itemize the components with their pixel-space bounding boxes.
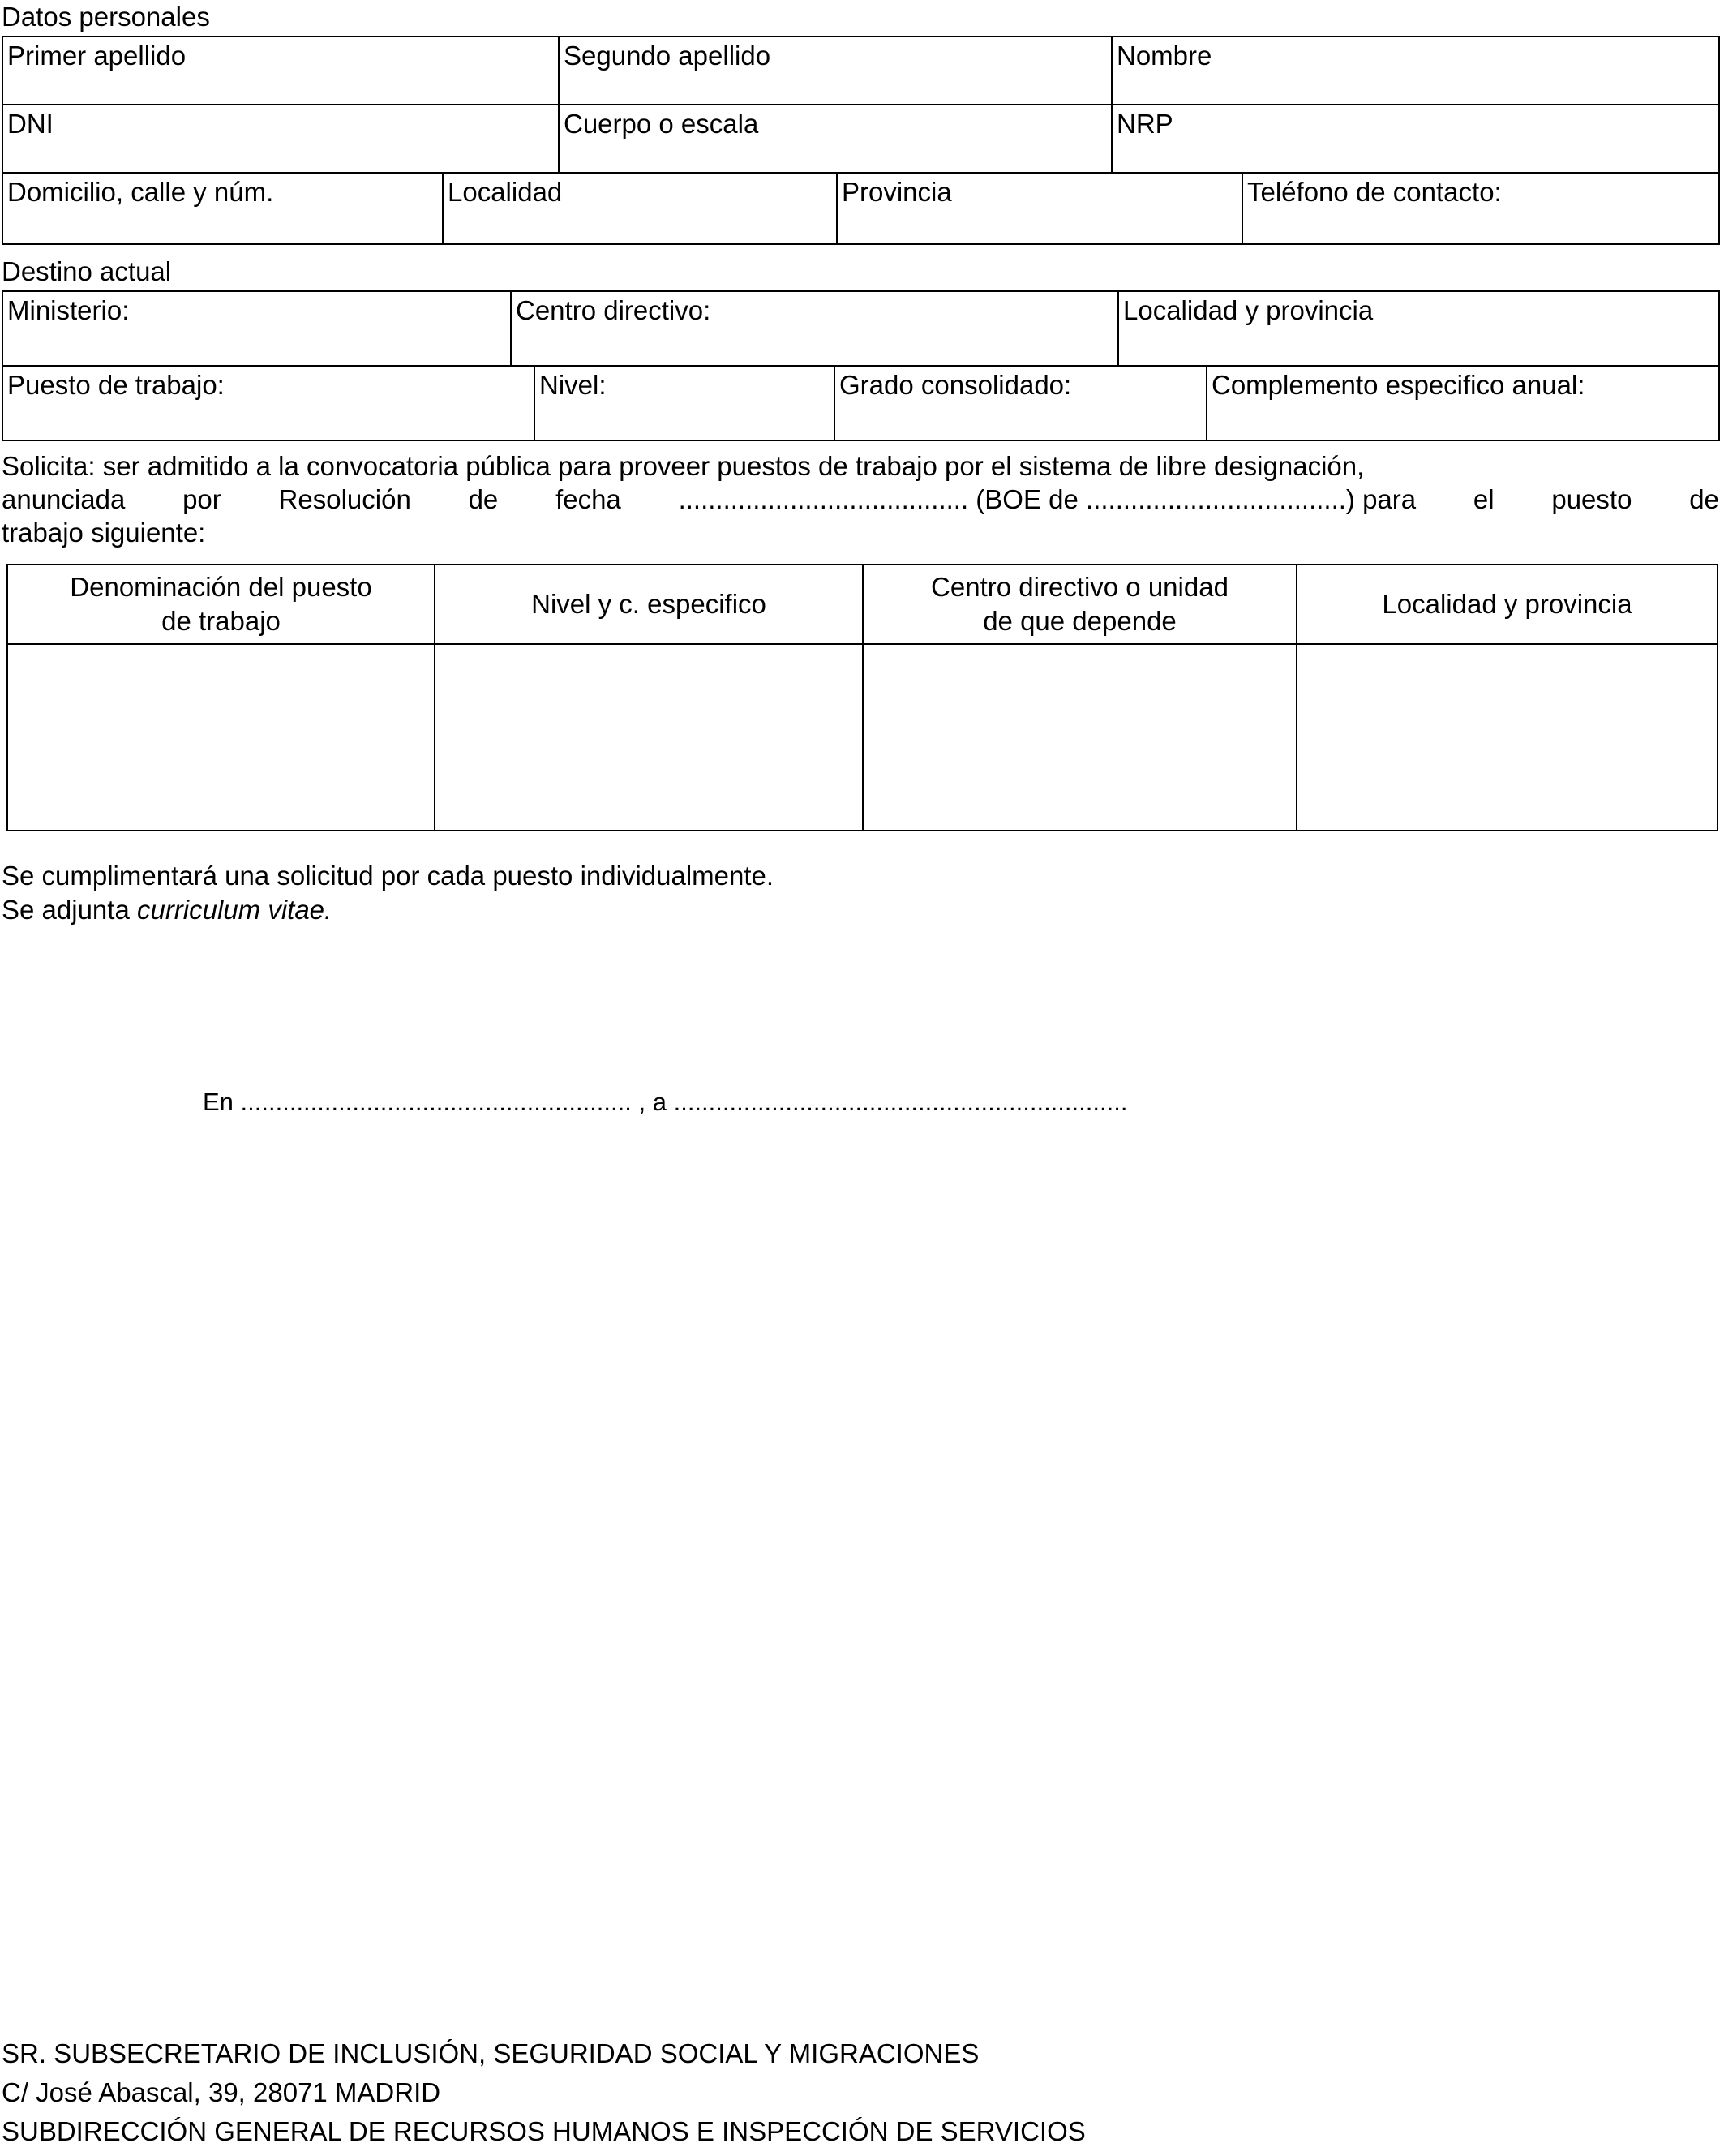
- solicita-word-de: de: [468, 484, 499, 514]
- footer-line-subsecretario: SR. SUBSECRETARIO DE INCLUSIÓN, SEGURIDAD SOCIAL Y MIGRACIONES: [2, 2038, 980, 2068]
- field-label: Nivel:: [539, 370, 607, 400]
- column-header-centro-directivo-unidad: [863, 565, 1297, 644]
- header-line: de trabajo: [161, 606, 281, 636]
- table-row: [2, 291, 1719, 366]
- field-label: Teléfono de contacto:: [1247, 177, 1502, 207]
- datos-personales-heading: Datos personales: [2, 2, 210, 32]
- field-centro-directivo[interactable]: [511, 291, 1118, 366]
- datos-personales-table: [2, 36, 1720, 174]
- field-telefono-contacto[interactable]: [1242, 173, 1719, 244]
- column-header-localidad-provincia: [1297, 565, 1718, 644]
- solicita-line-1: Solicita: ser admitido a la convocatoria pública para proveer puestos de trabajo por el sistema de libre designación,: [2, 451, 1365, 481]
- destino-actual-puesto-table: [2, 365, 1720, 441]
- solicita-word-anunciada: anunciada: [2, 484, 126, 514]
- table-row: [2, 105, 1719, 173]
- field-label: Primer apellido: [7, 41, 187, 71]
- field-label: Cuerpo o escala: [564, 109, 759, 139]
- field-label: Provincia: [842, 177, 952, 207]
- destino-actual-table: [2, 290, 1720, 367]
- header-line: Localidad y provincia: [1382, 589, 1632, 619]
- date-blank[interactable]: .................................................................: [673, 1088, 1128, 1116]
- field-label: Puesto de trabajo:: [7, 370, 225, 400]
- footer-addressee-block: [2, 2034, 1086, 2151]
- solicita-word-el: el: [1473, 484, 1495, 514]
- field-label: DNI: [7, 109, 54, 139]
- solicita-paragraph: [2, 449, 1719, 549]
- solicita-word-por: por: [182, 484, 221, 514]
- header-line: Denominación del puesto: [70, 572, 372, 602]
- cell-nivel-c-especifico[interactable]: [435, 644, 863, 831]
- cell-denominacion-puesto[interactable]: [7, 644, 435, 831]
- field-nombre[interactable]: [1112, 37, 1719, 105]
- field-ministerio[interactable]: [2, 291, 511, 366]
- field-label: Nombre: [1117, 41, 1212, 71]
- field-label: Complemento especifico anual:: [1212, 370, 1585, 400]
- field-label: Segundo apellido: [564, 41, 771, 71]
- solicita-fecha-boe-blanks: ....................................... (BOE de ...................................) para: [678, 484, 1417, 514]
- table-row: [2, 173, 1719, 244]
- notes-block: [2, 859, 1724, 927]
- cell-centro-directivo-unidad[interactable]: [863, 644, 1297, 831]
- solicita-word-resolucion: Resolución: [278, 484, 411, 514]
- field-label: Localidad y provincia: [1123, 295, 1374, 325]
- table-row: [2, 37, 1719, 105]
- datos-personales-address-table: [2, 172, 1720, 245]
- footer-line-subdireccion: SUBDIRECCIÓN GENERAL DE RECURSOS HUMANOS E INSPECCIÓN DE SERVICIOS: [2, 2116, 1086, 2146]
- field-label: NRP: [1117, 109, 1173, 139]
- cell-localidad-provincia[interactable]: [1297, 644, 1718, 831]
- solicita-line-2: [2, 483, 1719, 516]
- header-line: de que depende: [983, 606, 1177, 636]
- field-localidad-y-provincia[interactable]: [1118, 291, 1719, 366]
- solicita-line-3: trabajo siguiente:: [2, 518, 206, 548]
- field-nrp[interactable]: [1112, 105, 1719, 173]
- note-line-2-prefix: Se adjunta: [2, 895, 137, 925]
- solicita-word-de-2: de: [1689, 484, 1719, 514]
- column-header-denominacion-puesto: [7, 565, 435, 644]
- header-line: Nivel y c. especifico: [531, 589, 766, 619]
- table-header-row: [7, 565, 1718, 644]
- field-primer-apellido[interactable]: [2, 37, 559, 105]
- puesto-solicitado-table: [6, 564, 1718, 831]
- field-label: Ministerio:: [7, 295, 130, 325]
- field-domicilio[interactable]: [2, 173, 443, 244]
- field-segundo-apellido[interactable]: [559, 37, 1112, 105]
- field-provincia[interactable]: [837, 173, 1242, 244]
- place-blank[interactable]: ........................................................: [240, 1088, 632, 1116]
- solicita-word-fecha: fecha: [555, 484, 621, 514]
- field-dni[interactable]: [2, 105, 559, 173]
- note-line-2: [2, 893, 1724, 927]
- field-label: Grado consolidado:: [839, 370, 1072, 400]
- field-nivel[interactable]: [534, 366, 834, 440]
- en-label: En: [203, 1088, 234, 1116]
- field-label: Centro directivo:: [516, 295, 711, 325]
- solicita-word-puesto: puesto: [1551, 484, 1632, 514]
- field-complemento-especifico-anual[interactable]: [1207, 366, 1719, 440]
- comma-a-label: , a: [638, 1088, 667, 1116]
- field-grado-consolidado[interactable]: [834, 366, 1207, 440]
- field-puesto-de-trabajo[interactable]: [2, 366, 534, 440]
- table-row: [7, 644, 1718, 831]
- field-label: Localidad: [448, 177, 563, 207]
- field-cuerpo-o-escala[interactable]: [559, 105, 1112, 173]
- table-row: [2, 366, 1719, 440]
- column-header-nivel-c-especifico: [435, 565, 863, 644]
- note-line-2-italic: curriculum vitae.: [136, 895, 332, 925]
- footer-line-address: C/ José Abascal, 39, 28071 MADRID: [2, 2077, 441, 2107]
- field-localidad[interactable]: [443, 173, 837, 244]
- place-and-date-line: [203, 1086, 1724, 1119]
- field-label: Domicilio, calle y núm.: [7, 177, 274, 207]
- header-line: Centro directivo o unidad: [931, 572, 1229, 602]
- destino-actual-heading: Destino actual: [2, 256, 172, 286]
- note-line-1: Se cumplimentará una solicitud por cada puesto individualmente.: [2, 861, 774, 891]
